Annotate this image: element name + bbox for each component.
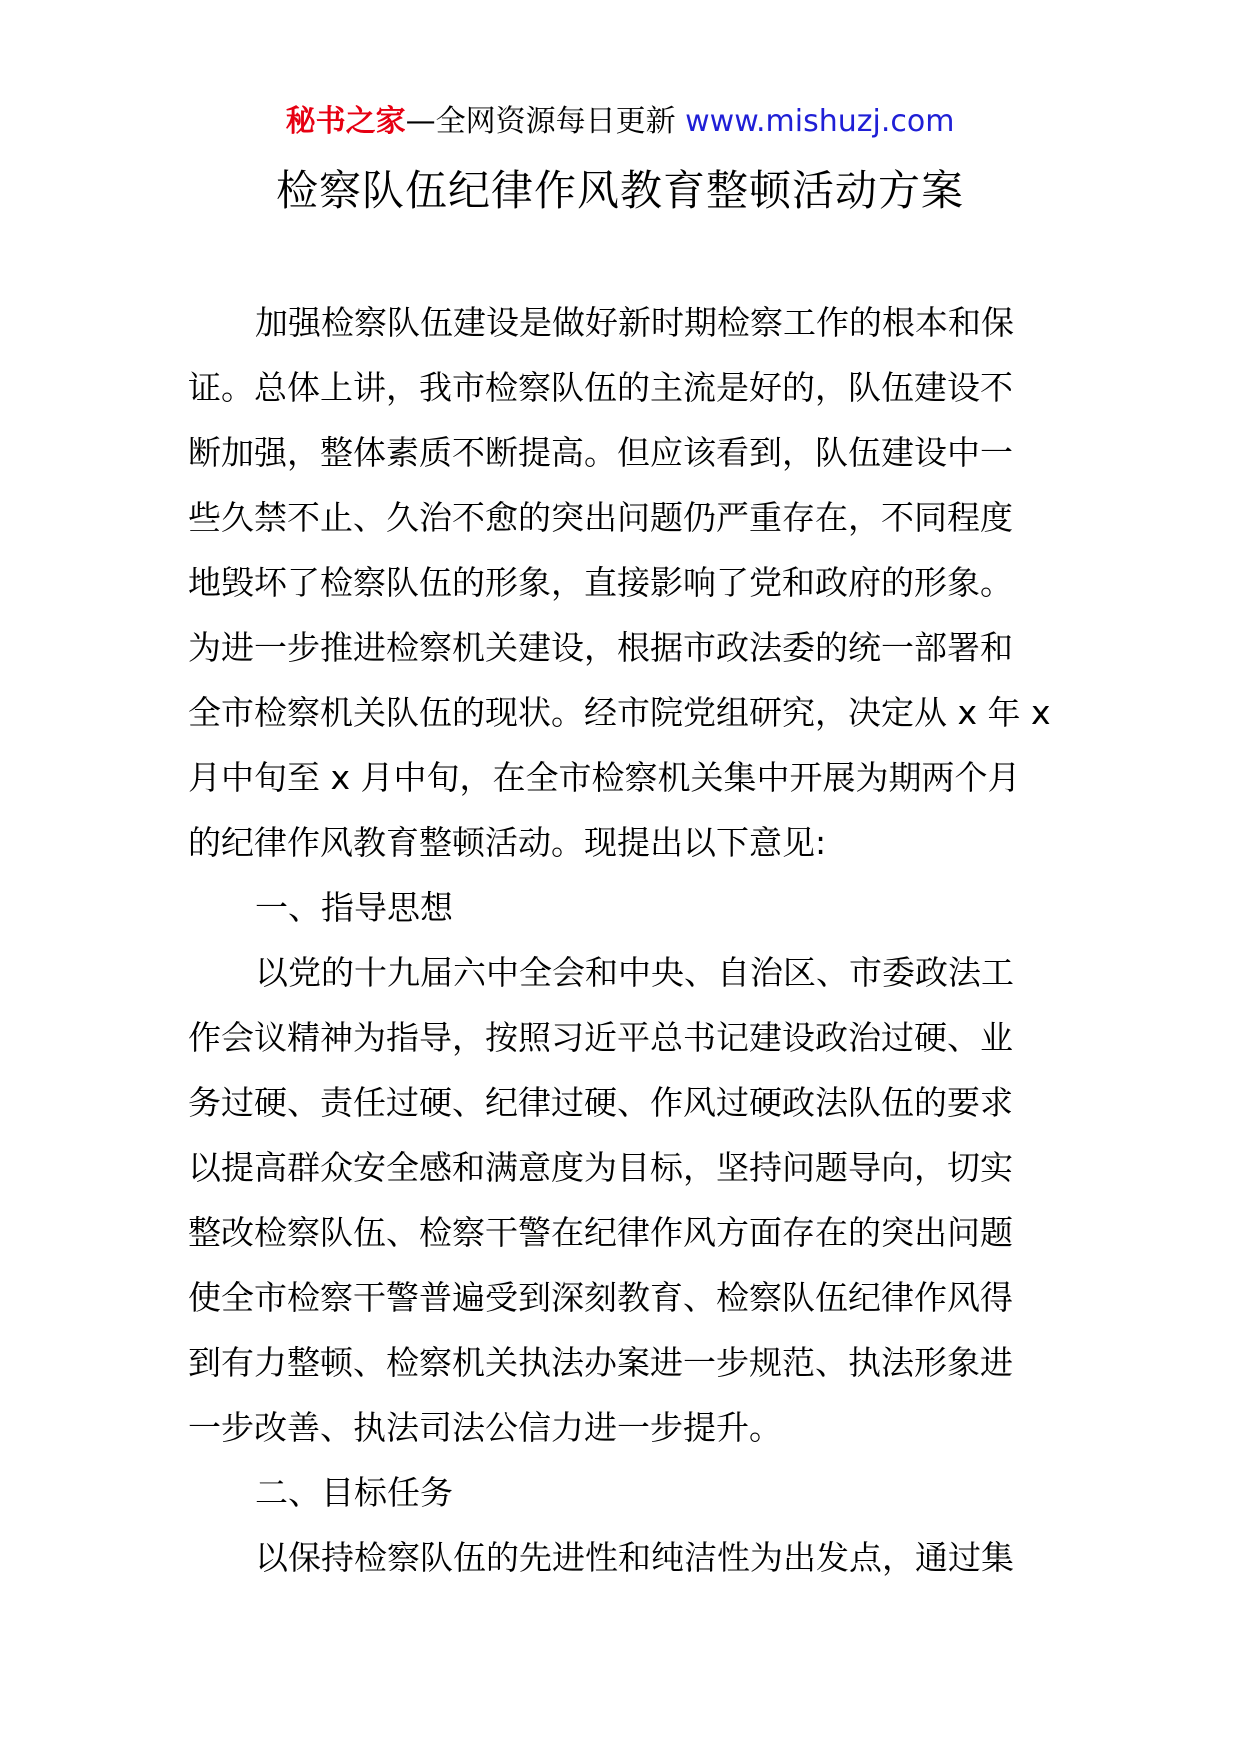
- paragraph-line: 以党的十九届六中全会和中央、自治区、市委政法工: [255, 953, 1014, 992]
- paragraph-line: 地毁坏了检察队伍的形象，直接影响了党和政府的形象。: [188, 563, 1013, 602]
- paragraph-line: 全市检察机关队伍的现状。经市院党组研究，决定从 x 年 x: [188, 693, 1051, 732]
- site-url-link[interactable]: www.mishuzj.com: [685, 104, 955, 139]
- paragraph-line: 月中旬至 x 月中旬，在全市检察机关集中开展为期两个月: [188, 758, 1021, 797]
- site-header: [0, 102, 1240, 142]
- paragraph-line: 一步改善、执法司法公信力进一步提升。: [188, 1408, 782, 1447]
- paragraph-line: 整改检察队伍、检察干警在纪律作风方面存在的突出问题: [188, 1213, 1013, 1252]
- document-title: 检察队伍纪律作风教育整顿活动方案: [275, 166, 964, 215]
- paragraph-line: 断加强，整体素质不断提高。但应该看到，队伍建设中一: [188, 433, 1013, 472]
- section-heading: 一、指导思想: [255, 888, 453, 927]
- section-heading: 二、目标任务: [255, 1473, 453, 1512]
- document-body: [188, 290, 1054, 1590]
- paragraph-line: 些久禁不止、久治不愈的突出问题仍严重存在，不同程度: [188, 498, 1013, 537]
- paragraph-line: 加强检察队伍建设是做好新时期检察工作的根本和保: [255, 303, 1014, 342]
- paragraph-line: 为进一步推进检察机关建设，根据市政法委的统一部署和: [188, 628, 1013, 667]
- paragraph-line: 到有力整顿、检察机关执法办案进一步规范、执法形象进: [188, 1343, 1013, 1382]
- paragraph-line: 证。总体上讲，我市检察队伍的主流是好的，队伍建设不: [188, 368, 1013, 407]
- paragraph-line: 以保持检察队伍的先进性和纯洁性为出发点，通过集: [255, 1538, 1014, 1577]
- paragraph-line: 作会议精神为指导，按照习近平总书记建设政治过硬、业: [188, 1018, 1013, 1057]
- paragraph-line: 使全市检察干警普遍受到深刻教育、检察队伍纪律作风得: [188, 1278, 1013, 1317]
- site-tagline: —全网资源每日更新: [405, 104, 686, 139]
- paragraph-line: 的纪律作风教育整顿活动。现提出以下意见:: [188, 823, 827, 862]
- paragraph-line: 务过硬、责任过硬、纪律过硬、作风过硬政法队伍的要求: [188, 1083, 1013, 1122]
- paragraph-line: 以提高群众安全感和满意度为目标，坚持问题导向，切实: [188, 1148, 1013, 1187]
- site-brand: 秘书之家: [285, 104, 406, 139]
